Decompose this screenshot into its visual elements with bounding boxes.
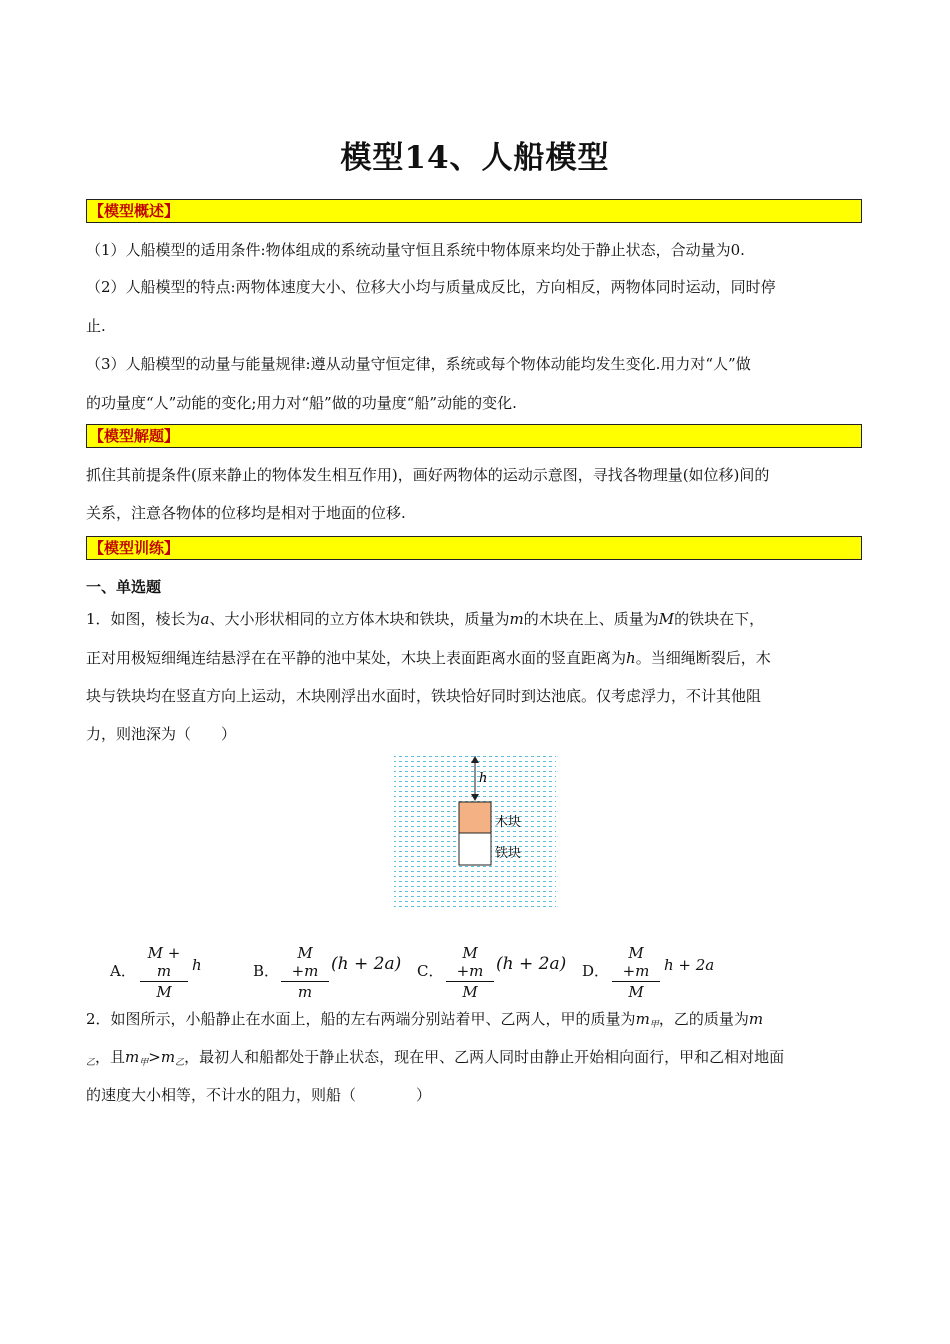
overview-line-4: （3）人船模型的动量与能量规律:遵从动量守恒定律，系统或每个物体动能均发生变化.用力对“人”做 [86, 355, 751, 373]
q1-line-2: 正对用极短细绳连结悬浮在在平静的池中某处，木块上表面距离水面的竖直距离为h。当细绳断裂后，木 [86, 649, 771, 667]
overview-line-1: （1）人船模型的适用条件:物体组成的系统动量守恒且系统中物体原来均处于静止状态，合动量为0. [86, 241, 745, 259]
page-title: 模型14、人船模型 [340, 140, 610, 176]
pool-diagram [393, 754, 557, 910]
section-header-label: 【模型解题】 [89, 427, 180, 445]
overview-line-3: 止. [86, 317, 106, 335]
subsection-title: 一、单选题 [86, 578, 162, 596]
option-b-fraction: M +m m [281, 944, 329, 1001]
q2-line-3: 的速度大小相等，不计水的阻力，则船（ ） [86, 1086, 432, 1104]
option-c-label: C． [417, 962, 444, 980]
section-header-label: 【模型概述】 [89, 202, 180, 220]
option-a-fraction: M + m M [140, 944, 188, 1001]
option-c-fraction: M +m M [446, 944, 494, 1001]
section-header-solving [86, 424, 862, 448]
q2-line-1: 2．如图所示，小船静止在水面上，船的左右两端分别站着甲、乙两人，甲的质量为$m_甲$，乙的质量为m [86, 1010, 764, 1030]
pool-figure [393, 754, 557, 910]
option-b-label: B． [253, 962, 280, 980]
iron-block [459, 833, 491, 865]
iron-label: 铁块 [495, 846, 522, 861]
section-header-overview [86, 199, 862, 223]
option-b-tail: (h + 2a) [331, 954, 402, 974]
option-d-tail: h + 2a [664, 956, 715, 974]
option-d-label: D． [582, 962, 610, 980]
solving-line-2: 关系，注意各物体的位移均是相对于地面的位移. [86, 504, 406, 522]
q1-line-1: 1．如图，棱长为a、大小形状相同的立方体木块和铁块，质量为m的木块在上、质量为M的铁块在下， [86, 610, 765, 628]
q2-line-2: $_乙$，且$m_甲>m_乙$，最初人和船都处于静止状态，现在甲、乙两人同时由静止开始相向面行，甲和乙相对地面 [86, 1048, 785, 1068]
option-a-label: A． [110, 962, 136, 980]
option-c-tail: (h + 2a) [496, 954, 567, 974]
wood-block [459, 802, 491, 833]
h-label: h [479, 771, 488, 786]
q1-line-4: 力，则池深为（ ） [86, 725, 237, 743]
section-header-label: 【模型训练】 [89, 539, 180, 557]
overview-line-2: （2）人船模型的特点:两物体速度大小、位移大小均与质量成反比，方向相反，两物体同时运动，同时停 [86, 278, 776, 296]
q1-line-3: 块与铁块均在竖直方向上运动，木块刚浮出水面时，铁块恰好同时到达池底。仅考虑浮力，不计其他阻 [86, 687, 762, 705]
overview-line-5: 的功量度“人”动能的变化;用力对“船”做的功量度“船”动能的变化. [86, 394, 517, 412]
option-d-fraction: M +m M [612, 944, 660, 1001]
solving-line-1: 抓住其前提条件(原来静止的物体发生相互作用)，画好两物体的运动示意图，寻找各物理量(如位移)间的 [86, 466, 770, 484]
option-a-tail: h [192, 956, 202, 974]
wood-label: 木块 [495, 815, 522, 830]
section-header-training [86, 536, 862, 560]
